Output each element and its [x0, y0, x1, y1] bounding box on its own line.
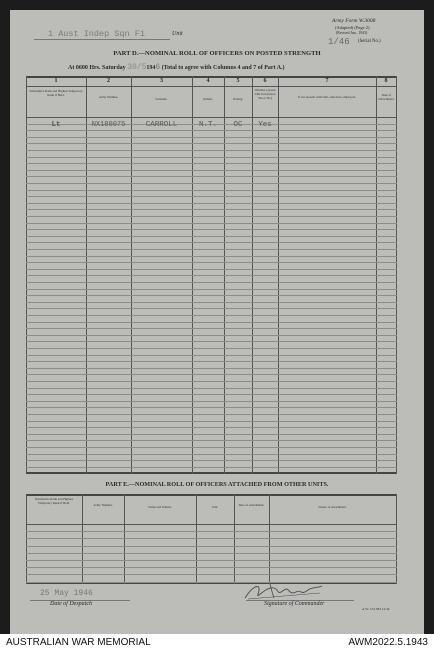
part-d-title: PART D.—NOMINAL ROLL OF OFFICERS ON POSTED STRENGTH — [113, 50, 321, 57]
despatch-label: Date of Despatch — [50, 601, 92, 607]
ruled-line — [26, 460, 397, 461]
form-adapted: (Adapted) (Page 2) — [335, 25, 370, 30]
ruled-line — [26, 242, 397, 243]
ruled-line — [26, 467, 397, 468]
table-row — [26, 119, 397, 131]
col-num-7: 7 — [325, 78, 329, 84]
col-num-8: 8 — [384, 78, 388, 84]
e-col-header-army-number: Army Number. — [93, 503, 113, 507]
unit-label: Unit — [172, 31, 183, 37]
ruled-line — [26, 394, 397, 395]
part-d-table — [26, 76, 397, 473]
ruled-line — [26, 531, 397, 532]
part-d-time-line — [68, 63, 285, 72]
serial-typed: 1/46 — [328, 37, 350, 47]
col-header-rank: Substantive Rank and Highest Temporary Rank if Held. — [29, 89, 83, 97]
ruled-line — [26, 421, 397, 422]
ruled-line — [26, 401, 397, 402]
ruled-line — [26, 262, 397, 263]
printer-code: A.W. 154 584 12/44 — [362, 607, 390, 611]
ruled-line — [26, 315, 397, 316]
ruled-line — [26, 289, 397, 290]
ruled-line — [26, 302, 397, 303]
despatch-date-typed: 25 May 1946 — [40, 589, 93, 598]
ruled-line — [26, 361, 397, 362]
ruled-line — [26, 137, 397, 138]
form-revised: (Revised Jan., 1943) — [336, 31, 368, 35]
archive-footer — [0, 634, 434, 653]
ruled-line — [26, 170, 397, 171]
ruled-line — [26, 374, 397, 375]
ruled-line — [26, 335, 397, 336]
ruled-line — [26, 414, 397, 415]
ruled-line — [26, 176, 397, 177]
ruled-line — [26, 322, 397, 323]
ruled-line — [26, 236, 397, 237]
unit-typed: 1 Aust Indep Sqn F1 — [48, 29, 145, 39]
cell-initials: N.T. — [198, 121, 217, 129]
ruled-line — [26, 282, 397, 283]
ruled-line — [26, 223, 397, 224]
col-header-initials: Initials. — [203, 97, 213, 101]
ruled-line — [26, 427, 397, 428]
col-num-4: 4 — [206, 78, 210, 84]
ruled-line — [26, 190, 397, 191]
ruled-line — [26, 328, 397, 329]
ruled-line — [26, 454, 397, 455]
cell-surname: CARROLL — [145, 121, 178, 129]
ruled-line — [26, 163, 397, 164]
ruled-line — [26, 381, 397, 382]
part-e-table — [26, 494, 397, 584]
col-header-army-number: Army Number. — [98, 95, 119, 99]
col-header-posting: Posting. — [232, 97, 244, 101]
footer-right: AWM2022.5.1943 — [348, 637, 428, 648]
ruled-line — [26, 553, 397, 554]
col-num-2: 2 — [107, 78, 110, 84]
ruled-line — [26, 269, 397, 270]
cell-army-number: NX180075 — [91, 121, 126, 129]
serial-label: (Serial No.) — [358, 39, 381, 44]
year-typed: 6 — [155, 63, 161, 72]
ruled-line — [26, 355, 397, 356]
ruled-line — [26, 295, 397, 296]
col-num-3: 3 — [160, 78, 163, 84]
ruled-line — [26, 388, 397, 389]
ruled-line — [26, 348, 397, 349]
col-header-detachment: Date of Detachment. — [378, 93, 395, 101]
time-prefix: At 0600 Hrs. Saturday — [68, 65, 126, 71]
date-typed: 30/5 — [127, 63, 147, 72]
part-e-row-lines — [26, 524, 397, 582]
time-suffix: (Total to agree with Columns 4 and 7 of Part A.) — [161, 65, 285, 71]
ruled-line — [26, 216, 397, 217]
col-header-present: Whether present with Unit (insert Yes or No) — [254, 88, 276, 100]
ruled-line — [26, 150, 397, 151]
col-num-6: 6 — [263, 78, 267, 84]
part-e-title: PART E.—NOMINAL ROLL OF OFFICERS ATTACHED FROM OTHER UNITS. — [105, 481, 329, 488]
year-prefix: 194 — [146, 65, 156, 71]
e-col-header-nature: Nature of Attachment. — [318, 505, 347, 509]
ruled-line — [26, 308, 397, 309]
ruled-line — [26, 574, 397, 575]
unit-underline — [34, 39, 170, 40]
ruled-line — [26, 368, 397, 369]
commander-signature — [240, 578, 325, 602]
cell-present: Yes — [258, 121, 272, 129]
cell-posting: OC — [233, 121, 243, 129]
ruled-line — [26, 203, 397, 204]
form-page — [10, 10, 424, 634]
ruled-line — [26, 407, 397, 408]
e-col-header-name: Name and Initials. — [148, 505, 172, 509]
col-num-5: 5 — [236, 78, 240, 84]
ruled-line — [26, 434, 397, 435]
e-col-header-rank: Substantive Rank and Highest Temporary Rank if Held. — [34, 497, 74, 505]
ruled-line — [26, 582, 397, 583]
form-name: Army Form W.3008 — [332, 18, 376, 24]
ruled-line — [26, 341, 397, 342]
ruled-line — [26, 157, 397, 158]
ruled-line — [26, 256, 397, 257]
e-col-header-unit: Unit. — [211, 505, 219, 509]
e-col-header-attachment-date: Date of Attachment. — [238, 503, 265, 507]
ruled-line — [26, 209, 397, 210]
ruled-line — [26, 275, 397, 276]
cell-rank: Lt — [51, 121, 61, 129]
col-header-surname: Surname. — [155, 97, 168, 101]
ruled-line — [26, 546, 397, 547]
ruled-line — [26, 249, 397, 250]
ruled-line — [26, 560, 397, 561]
ruled-line — [26, 567, 397, 568]
ruled-line — [26, 143, 397, 144]
ruled-line — [26, 229, 397, 230]
ruled-line — [26, 538, 397, 539]
part-d-row-lines — [26, 117, 397, 472]
ruled-line — [26, 440, 397, 441]
footer-left: AUSTRALIAN WAR MEMORIAL — [6, 637, 151, 648]
col-num-1: 1 — [54, 78, 58, 84]
ruled-line — [26, 196, 397, 197]
col-header-employed: If not present with Unit, state how employed. — [298, 95, 356, 99]
ruled-line — [26, 183, 397, 184]
signature-label: Signature of Commander — [264, 601, 325, 607]
ruled-line — [26, 447, 397, 448]
